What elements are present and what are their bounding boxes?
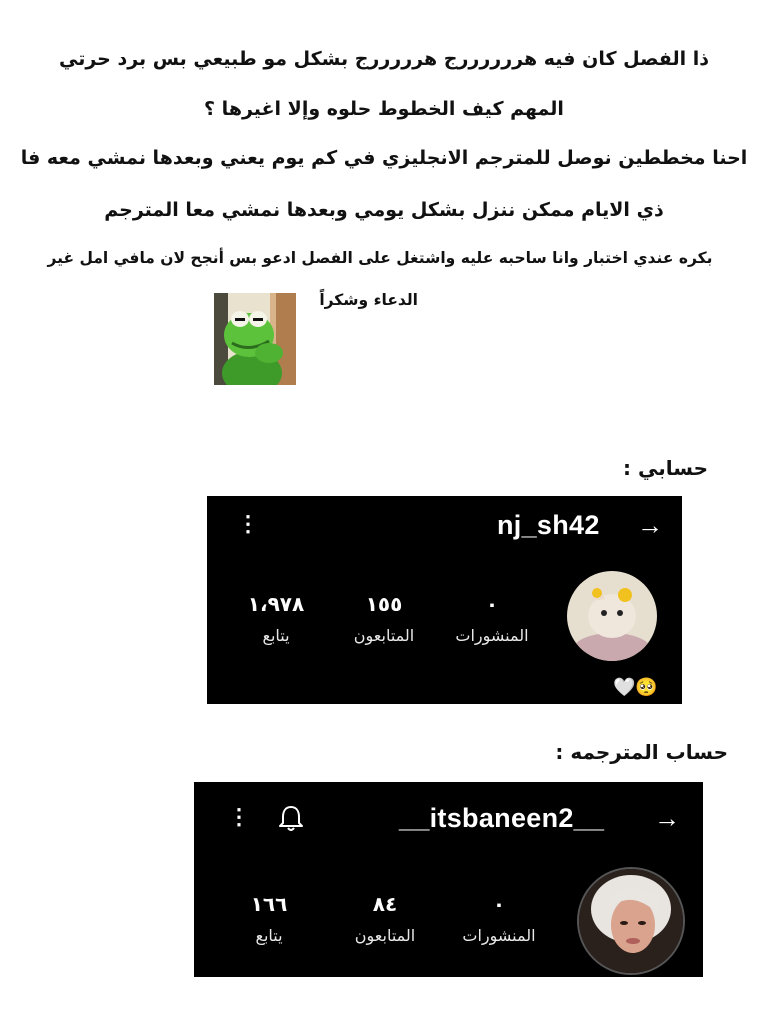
post-line-2: المهم كيف الخطوط حلوه وإلا اغيرها ؟	[204, 98, 564, 120]
notification-bell-icon[interactable]	[278, 804, 304, 837]
stat-posts-label: المنشورات	[455, 626, 529, 645]
stat-posts	[437, 592, 547, 645]
stat-followers-label: المتابعون	[354, 926, 416, 945]
stat-posts-label: المنشورات	[462, 926, 536, 945]
profile-username: nj_sh42	[497, 510, 600, 540]
stat-posts-value: ٠	[485, 592, 499, 616]
stat-following[interactable]	[221, 592, 331, 645]
kermit-sticker-image	[214, 293, 296, 385]
post-line-4: ذي الايام ممكن ننزل بشكل يومي وبعدها نمشي معا المترجم	[104, 199, 664, 221]
stat-posts-value: ٠	[492, 892, 506, 916]
post-line-6: الدعاء وشكراً	[319, 291, 418, 309]
translator-account-heading: حساب المترجمه :	[555, 740, 728, 764]
stat-following-value: ١٦٦	[250, 892, 288, 916]
my-account-profile-card	[207, 496, 682, 704]
heart-pleading-emojis: 🤍🥺	[613, 677, 658, 697]
post-line-1: ذا الفصل كان فيه هررررررج هرررررج بشكل مو طبيعي بس برد حرتي	[58, 48, 710, 70]
stat-following-label: يتابع	[262, 626, 290, 645]
profile-username: __itsbaneen2__	[399, 803, 605, 833]
my-account-heading: حسابي :	[623, 456, 708, 480]
stat-posts	[444, 892, 554, 945]
more-options-icon[interactable]: ⋮	[228, 804, 250, 829]
profile-avatar[interactable]	[567, 571, 657, 661]
profile-avatar[interactable]	[577, 867, 685, 975]
translator-profile-card	[194, 782, 703, 977]
stat-following-value: ١،٩٧٨	[247, 592, 305, 616]
stat-following[interactable]	[214, 892, 324, 945]
arrow-icon[interactable]: →	[637, 510, 663, 540]
more-options-icon[interactable]: ⋮	[237, 511, 259, 536]
stat-followers[interactable]	[329, 592, 439, 645]
stat-followers-value: ١٥٥	[365, 592, 403, 616]
stat-followers-value: ٨٤	[372, 892, 398, 916]
stat-following-label: يتابع	[255, 926, 283, 945]
stat-followers-label: المتابعون	[353, 626, 415, 645]
post-line-5: بكره عندي اختبار وانا ساحبه عليه واشتغل على الفصل ادعو بس أنجح لان مافي امل غير	[47, 249, 713, 267]
arrow-icon[interactable]: →	[654, 803, 680, 833]
post-line-3: احنا مخططين نوصل للمترجم الانجليزي في كم يوم يعني وبعدها نمشي معه فا	[20, 147, 748, 169]
stat-followers[interactable]	[330, 892, 440, 945]
